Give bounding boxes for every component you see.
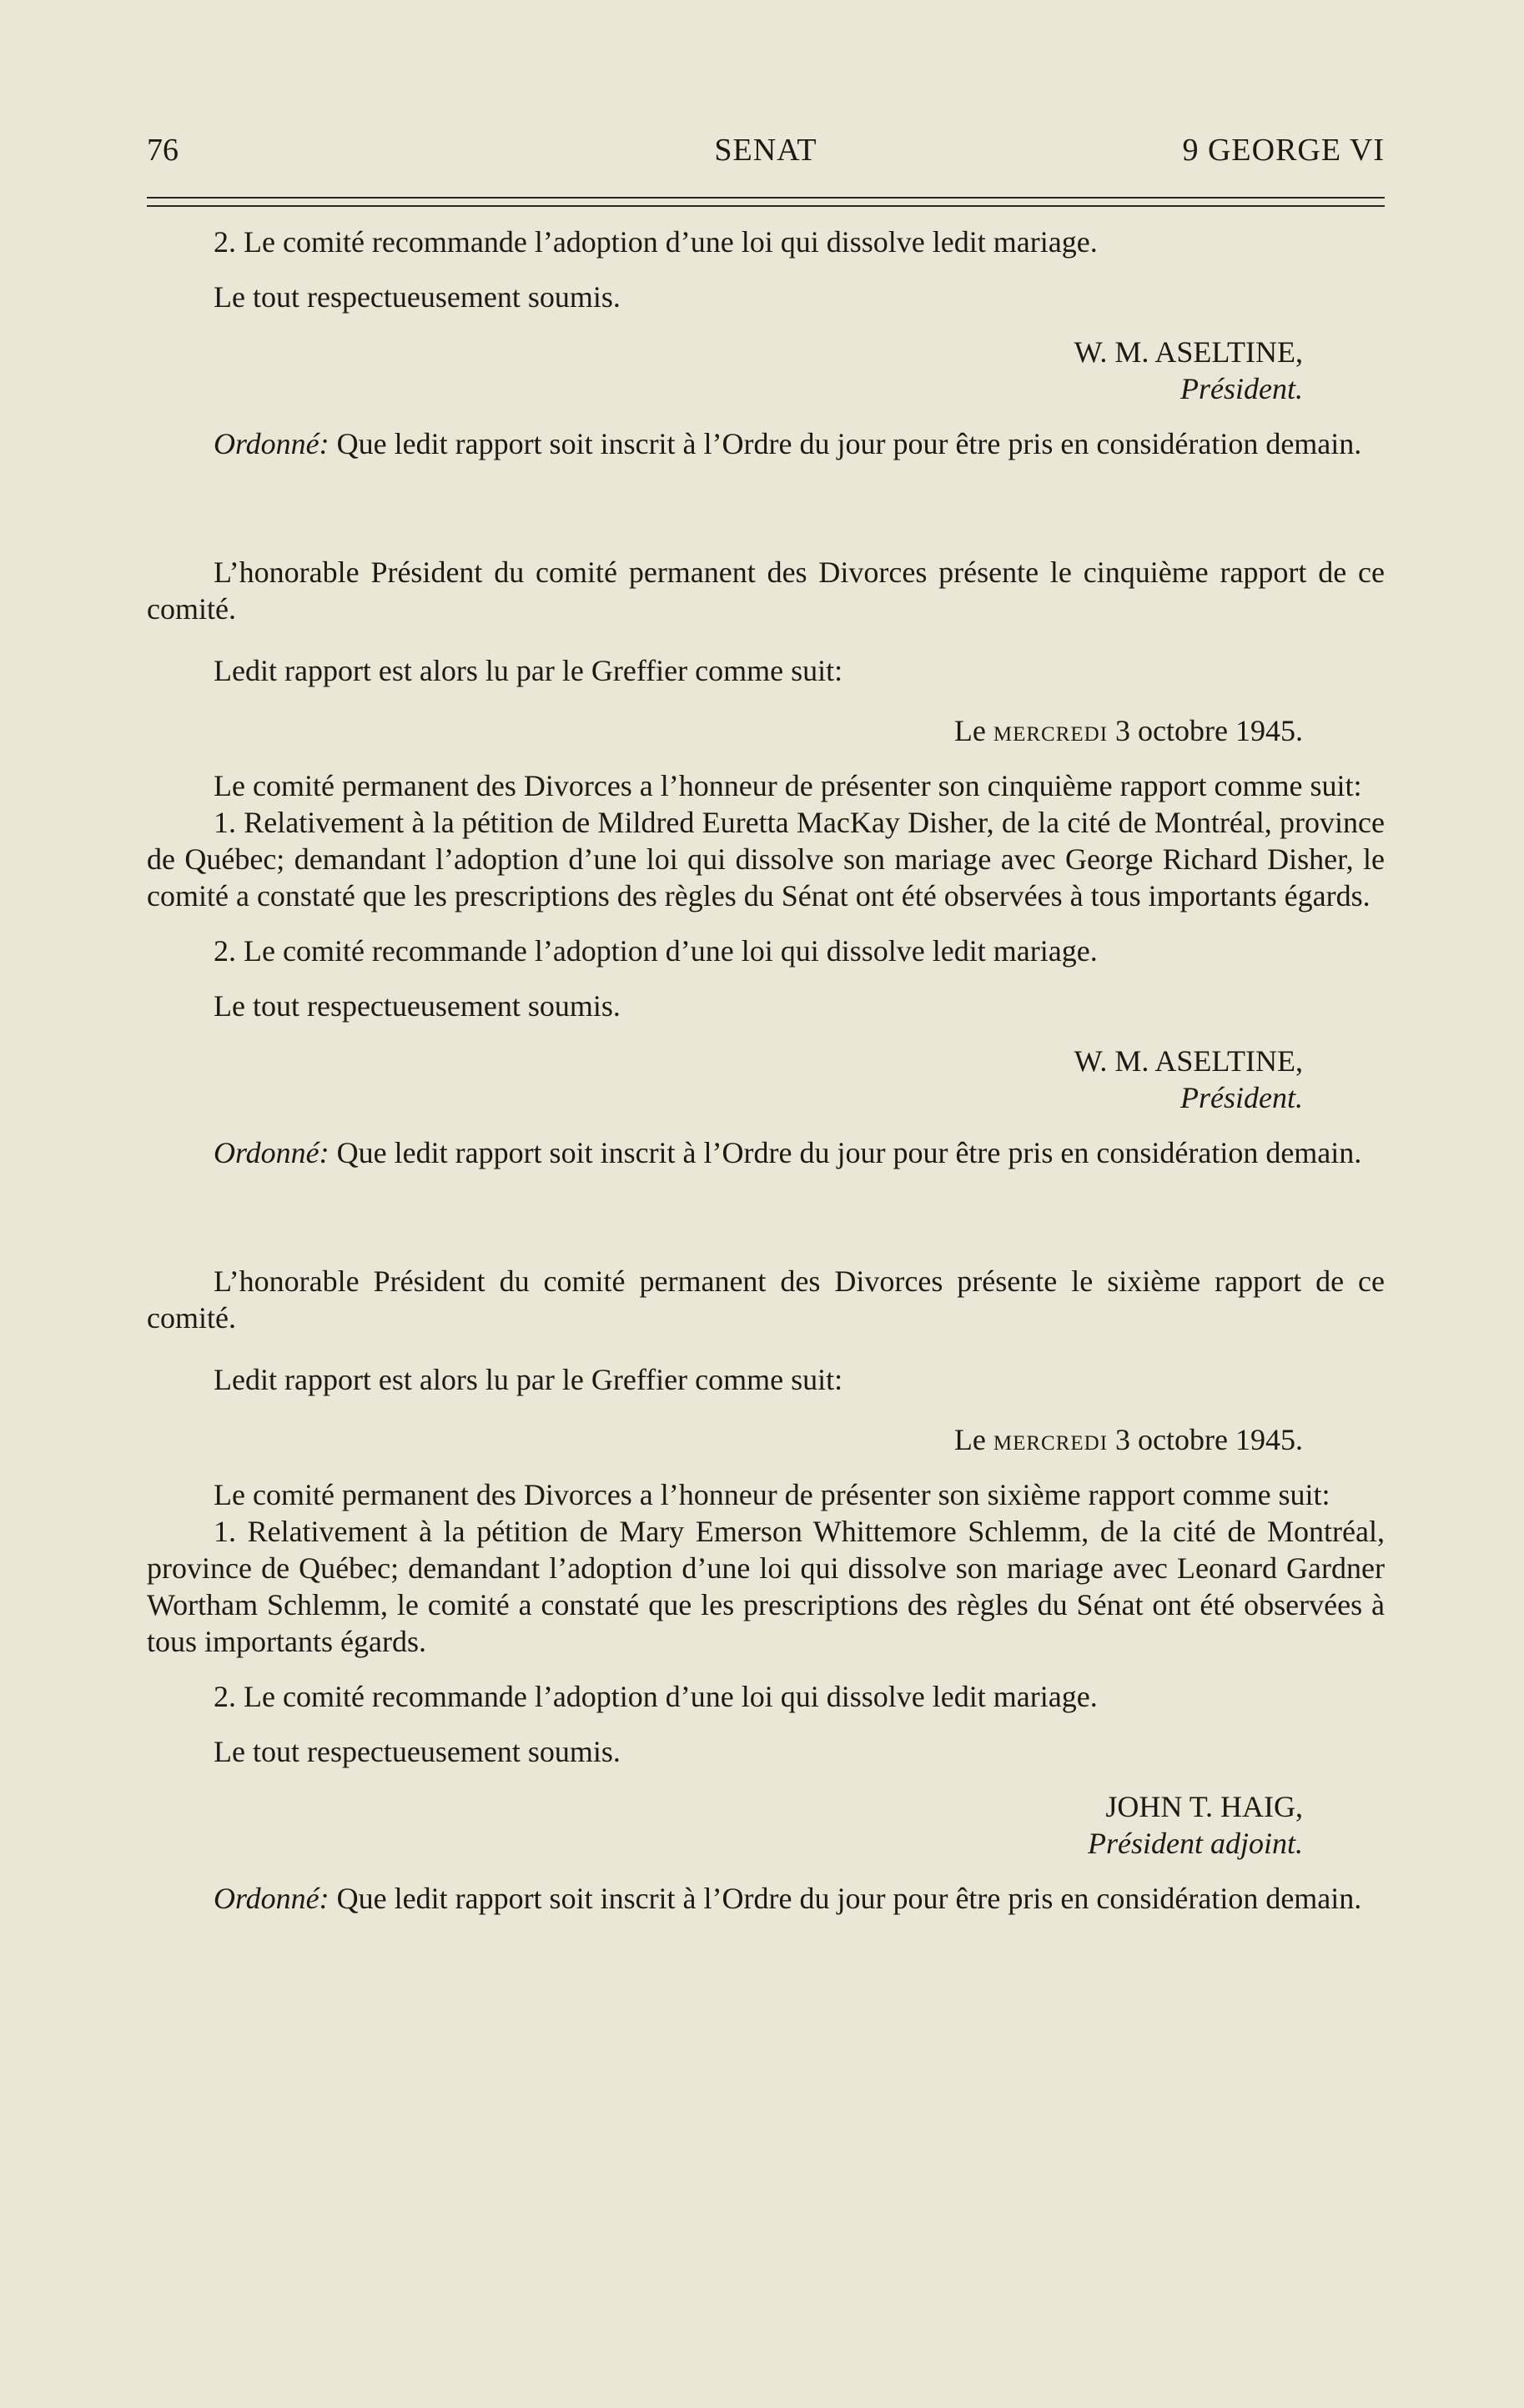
- signer-title: Président.: [1180, 372, 1303, 405]
- report-date: Le mercredi 3 octobre 1945.: [953, 1423, 1303, 1456]
- recommendation-paragraph: 2. Le comité recommande l’adoption d’une loi qui dissolve ledit mariage.: [214, 225, 1098, 259]
- document-body: [147, 224, 1385, 1917]
- recommendation-paragraph: 2. Le comité recommande l’adoption d’une loi qui dissolve ledit mariage.: [214, 1680, 1098, 1713]
- order-paragraph: [147, 425, 1385, 462]
- header-reign: 9 GEORGE VI: [1182, 133, 1385, 168]
- recommendation-paragraph: 2. Le comité recommande l’adoption d’une loi qui dissolve ledit mariage.: [214, 934, 1098, 968]
- order-text: Que ledit rapport soit inscrit à l’Ordre du jour pour être pris en considération demain.: [329, 427, 1362, 460]
- reading-line: Ledit rapport est alors lu par le Greffier comme suit:: [214, 654, 843, 687]
- signer-title: Président adjoint.: [1088, 1827, 1303, 1860]
- signer-title: Président.: [1180, 1081, 1303, 1114]
- report-intro: Le comité permanent des Divorces a l’honneur de présenter son sixième rapport comme suit:: [214, 1478, 1330, 1511]
- petition-paragraph: 1. Relativement à la pétition de Mary Emerson Whittemore Schlemm, de la cité de Montréal, province de Québec; demandant l’adoption d’une loi qui dissolve son mariage avec Leonard Gardner Wortham Schlemm, le comité a constaté que les prescriptions des règles du Sénat ont été observées à tous importants égards.: [147, 1515, 1385, 1658]
- closing-line: Le tout respectueusement soumis.: [214, 989, 621, 1023]
- page-number: 76: [147, 133, 179, 168]
- report-weekday: mercredi: [993, 1423, 1109, 1456]
- signature-block: [147, 334, 1385, 407]
- running-header: [147, 132, 1385, 182]
- signer-name: W. M. ASELTINE,: [1074, 1044, 1303, 1078]
- closing-line: Le tout respectueusement soumis.: [214, 280, 621, 314]
- order-paragraph: [147, 1880, 1385, 1917]
- signature-block: [147, 1788, 1385, 1862]
- report-weekday: mercredi: [993, 714, 1109, 747]
- signature-block: [147, 1043, 1385, 1116]
- header-rule-top: [147, 197, 1385, 199]
- header-title: SENAT: [714, 133, 817, 168]
- signer-name: JOHN T. HAIG,: [1105, 1790, 1303, 1823]
- order-label: Ordonné:: [214, 1882, 329, 1915]
- order-paragraph: [147, 1134, 1385, 1171]
- order-text: Que ledit rapport soit inscrit à l’Ordre du jour pour être pris en considération demain.: [329, 1882, 1362, 1915]
- order-label: Ordonné:: [214, 427, 329, 460]
- petition-paragraph: 1. Relativement à la pétition de Mildred Euretta MacKay Disher, de la cité de Montréal, province de Québec; demandant l’adoption d’une loi qui dissolve son mariage avec George Richard Disher, le comité a constaté que les prescriptions des règles du Sénat ont été observées à tous importants égards.: [147, 806, 1385, 912]
- reading-line: Ledit rapport est alors lu par le Greffier comme suit:: [214, 1363, 843, 1396]
- report-intro: Le comité permanent des Divorces a l’honneur de présenter son cinquième rapport comme suit:: [214, 769, 1362, 802]
- report-date: Le mercredi 3 octobre 1945.: [953, 714, 1303, 747]
- presentation-paragraph: L’honorable Président du comité permanent des Divorces présente le sixième rapport de ce comité.: [147, 1264, 1385, 1335]
- order-label: Ordonné:: [214, 1136, 329, 1169]
- header-rule-bottom: [147, 205, 1385, 207]
- signer-name: W. M. ASELTINE,: [1074, 335, 1303, 369]
- presentation-paragraph: L’honorable Président du comité permanent des Divorces présente le cinquième rapport de ce comité.: [147, 555, 1385, 626]
- closing-line: Le tout respectueusement soumis.: [214, 1735, 621, 1768]
- order-text: Que ledit rapport soit inscrit à l’Ordre du jour pour être pris en considération demain.: [329, 1136, 1362, 1169]
